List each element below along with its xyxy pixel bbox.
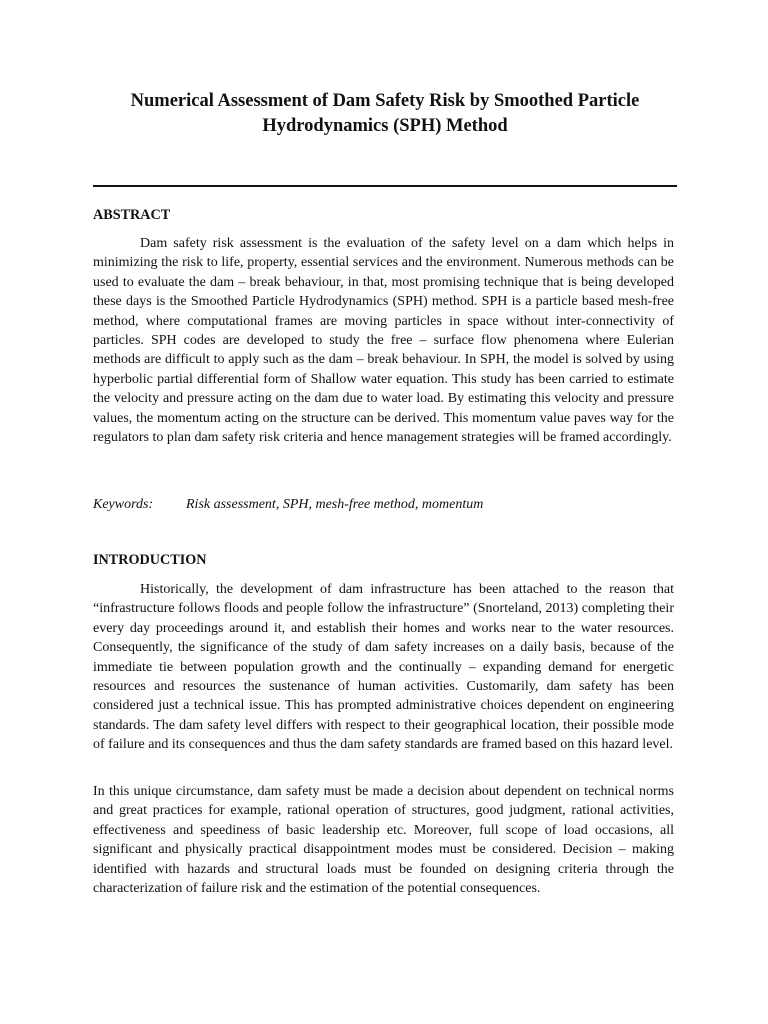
- paper-title-line-1: Numerical Assessment of Dam Safety Risk by Smoothed Particle: [130, 91, 640, 111]
- abstract-text: Dam safety risk assessment is the evaluation of the safety level on a dam which helps in minimizing the risk to life, property, essential services and the environment. Numerous methods can be used to evaluate the dam – break behaviour, in that, most promising technique that is being developed these days is the Smoothed Particle Hydrodynamics (SPH) method. SPH is a particle based mesh-free method, where computational frames are moving particles in space without inter-connectivity of particles. SPH codes are developed to study the free – surface flow phenomena where Eulerian methods are difficult to apply such as the dam – break behaviour. In SPH, the model is solved by using hyperbolic partial differential form of Shallow water equation. This study has been carried to estimate the velocity and pressure acting on the dam due to water load. By estimating this velocity and pressure values, the momentum acting on the structure can be derived. This momentum value paves way for the regulators to plan dam safety risk criteria and hence management strategies will be framed accordingly.: [93, 236, 674, 446]
- introduction-paragraph-2: In this unique circumstance, dam safety must be made a decision about dependent on technical norms and great practices for example, rational operation of structures, good judgment, rational activities, effectiveness and speediness of basic leadership etc. Moreover, full scope of load occasions, all significant and physically practical disappointment modes must be considered. Decision – making identified with hazards and structural loads must be founded on designing criteria through the characterization of failure risk and the estimation of the potential consequences.: [93, 784, 674, 897]
- keywords-line: [93, 495, 483, 514]
- introduction-paragraph-1: Historically, the development of dam infrastructure has been attached to the reason that “infrastructure follows floods and people follow the infrastructure” (Snorteland, 2013) completing their every day proceedings around it, and establish their homes and works near to the water resources. Consequently, the significance of the study of dam safety increases on a daily basis, because of the immediate tie between population growth and the continually – expanding demand for energetic resources and resources the sustenance of human activities. Customarily, dam safety has been considered just a technical issue. This has prompted administrative choices dependent on engineering standards. The dam safety level differs with respect to their geographical location, their possible mode of failure and its consequences and thus the dam safety standards are framed based on this hazard level.: [93, 582, 674, 753]
- abstract-heading: ABSTRACT: [93, 207, 171, 223]
- keywords-label: Keywords:: [93, 497, 154, 512]
- paper-title: [83, 89, 687, 139]
- paper-title-line-2: Hydrodynamics (SPH) Method: [262, 116, 508, 136]
- keywords-value: Risk assessment, SPH, mesh-free method, momentum: [186, 497, 484, 512]
- title-divider: [93, 185, 677, 187]
- introduction-heading: INTRODUCTION: [93, 552, 207, 568]
